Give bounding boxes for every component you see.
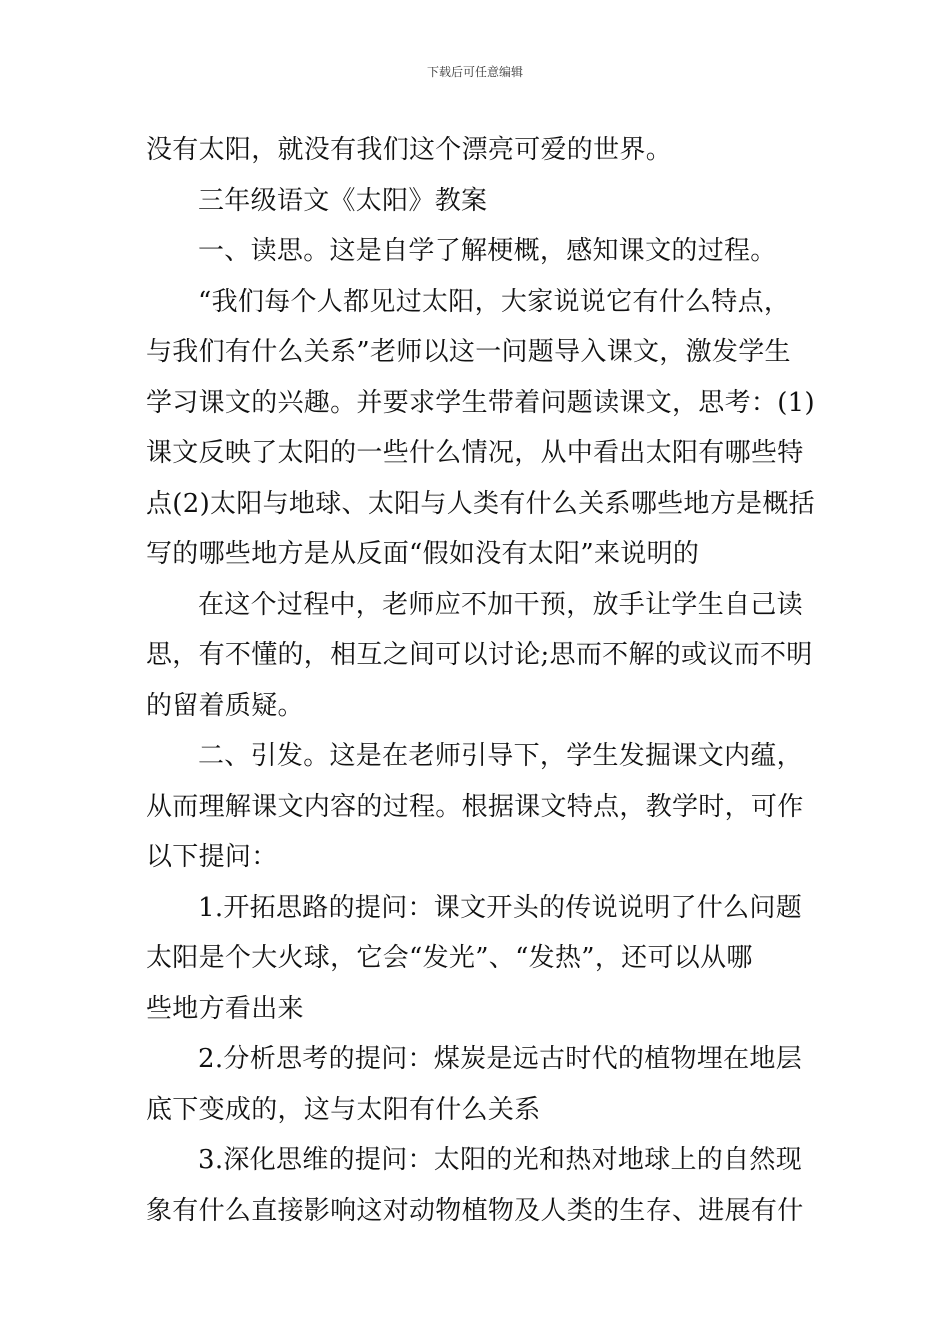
question-item: 2.分析思考的提问：煤炭是远古时代的植物埋在地层: [198, 1044, 803, 1074]
text-line: 太阳是个大火球，它会“发光”、“发热”，还可以从哪: [146, 943, 753, 973]
text-line: “我们每个人都见过太阳，大家说说它有什么特点，: [198, 286, 791, 317]
text-line: 写的哪些地方是从反面“假如没有太阳”来说明的: [146, 539, 700, 569]
question-item: 1.开拓思路的提问：课文开头的传说说明了什么问题: [198, 892, 803, 923]
section-heading: 二、引发。这是在老师引导下，学生发掘课文内蕴，: [198, 741, 803, 771]
text-line: 与我们有什么关系”老师以这一问题导入课文，激发学生: [146, 337, 791, 367]
text-line: 点(2)太阳与地球、太阳与人类有什么关系哪些地方是概括: [146, 488, 815, 519]
page-header: 下载后可任意编辑: [426, 65, 523, 79]
text-line: 没有太阳，就没有我们这个漂亮可爱的世界。: [146, 135, 673, 165]
question-item: 3.深化思维的提问：太阳的光和热对地球上的自然现: [198, 1145, 803, 1175]
section-heading: 一、读思。这是自学了解梗概，感知课文的过程。: [198, 236, 777, 266]
text-line: 以下提问：: [146, 842, 278, 872]
text-line: 从而理解课文内容的过程。根据课文特点，教学时，可作: [146, 791, 804, 822]
text-line: 思，有不懂的，相互之间可以讨论;思而不解的或议而不明: [146, 640, 813, 670]
text-line: 些地方看出来: [146, 993, 304, 1024]
text-line: 象有什么直接影响这对动物植物及人类的生存、进展有什: [146, 1195, 804, 1226]
text-line: 底下变成的，这与太阳有什么关系: [146, 1094, 541, 1125]
document-title: 三年级语文《太阳》教案: [198, 185, 488, 216]
text-line: 课文反映了太阳的一些什么情况，从中看出太阳有哪些特: [146, 438, 804, 468]
text-line: 学习课文的兴趣。并要求学生带着问题读课文，思考：(1): [146, 387, 815, 418]
text-line: 的留着质疑。: [146, 690, 304, 721]
text-line: 在这个过程中，老师应不加干预，放手让学生自己读: [198, 589, 803, 620]
document-body: [146, 125, 815, 1236]
